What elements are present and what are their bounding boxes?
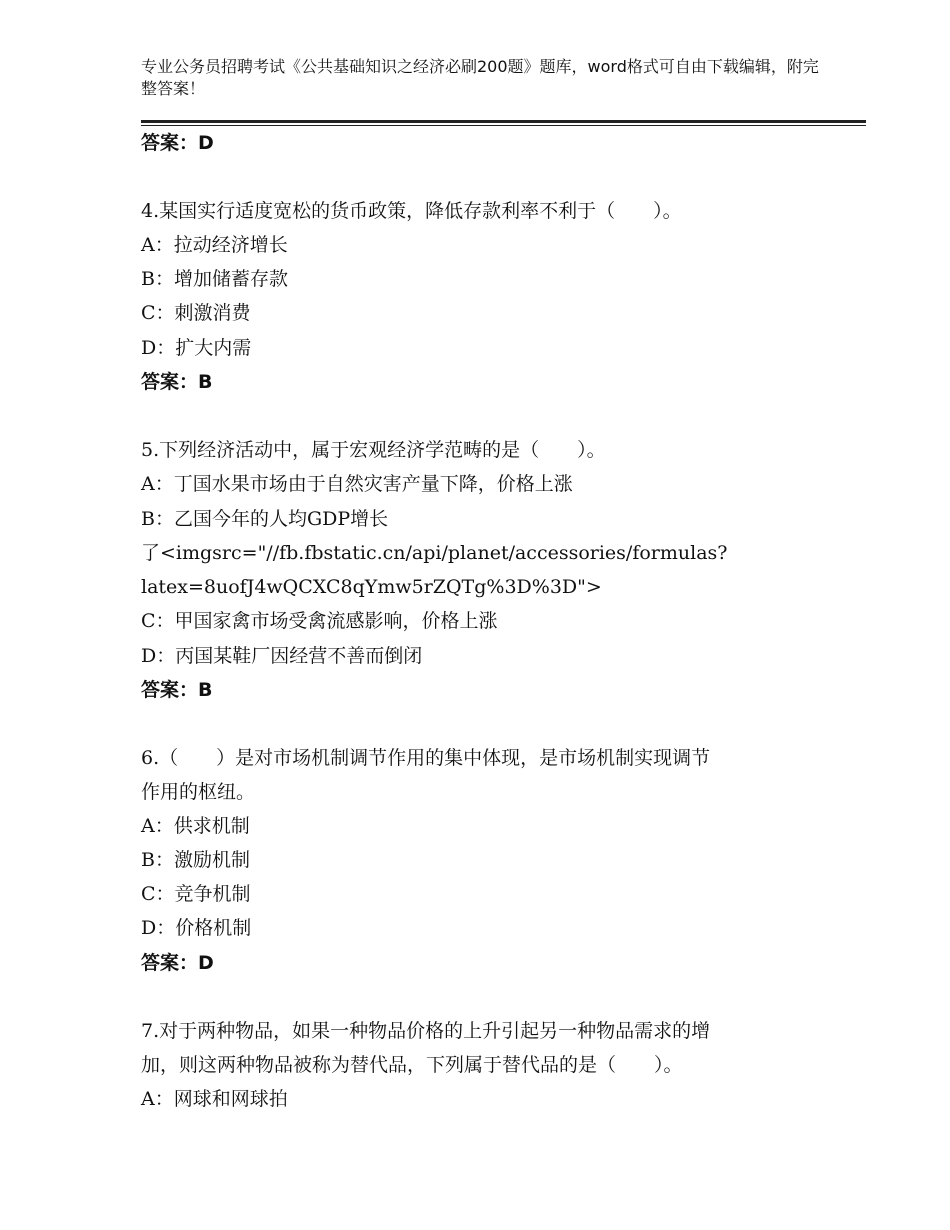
answer-q4: 答案：B [141, 371, 213, 393]
question-6-stem-line-2: 作用的枢纽。 [141, 781, 256, 803]
document-header: 专业公务员招聘考试《公共基础知识之经济必刷200题》题库，word格式可自由下载编辑，附完整答案！ [141, 57, 819, 98]
question-7-option-a: A：网球和网球拍 [141, 1088, 288, 1110]
header-rule-thin [141, 125, 866, 126]
question-7-stem-line-1: 7.对于两种物品，如果一种物品价格的上升引起另一种物品需求的增 [141, 1020, 711, 1042]
question-6-option-a: A：供求机制 [141, 815, 250, 837]
question-4-stem: 4.某国实行适度宽松的货币政策，降低存款利率不利于（ ）。 [141, 200, 682, 222]
question-7-stem-line-2: 加，则这两种物品被称为替代品，下列属于替代品的是（ ）。 [141, 1054, 683, 1076]
answer-q6: 答案：D [141, 952, 214, 974]
question-5-option-b-cont-1: 了<imgsrc="//fb.fbstatic.cn/api/planet/accessories/formulas? [141, 542, 728, 564]
header-rule-thick [141, 120, 866, 123]
question-6-option-d: D：价格机制 [141, 917, 252, 939]
question-4-option-c: C：刺激消费 [141, 302, 251, 324]
question-4-option-d: D：扩大内需 [141, 337, 252, 359]
question-5-option-b: B：乙国今年的人均GDP增长 [141, 508, 389, 530]
question-4-option-a: A：拉动经济增长 [141, 234, 288, 256]
question-5-option-d: D：丙国某鞋厂因经营不善而倒闭 [141, 645, 423, 667]
question-5-option-c: C：甲国家禽市场受禽流感影响，价格上涨 [141, 610, 498, 632]
answer-q5: 答案：B [141, 679, 213, 701]
question-6-option-c: C：竞争机制 [141, 883, 251, 905]
question-5-option-a: A：丁国水果市场由于自然灾害产量下降，价格上涨 [141, 473, 573, 495]
question-4-option-b: B：增加储蓄存款 [141, 268, 288, 290]
answer-q3: 答案：D [141, 132, 214, 154]
question-5-option-b-cont-2: latex=8uofJ4wQCXC8qYmw5rZQTg%3D%3D"> [141, 576, 602, 598]
question-6-option-b: B：激励机制 [141, 849, 250, 871]
question-5-stem: 5.下列经济活动中，属于宏观经济学范畴的是（ ）。 [141, 439, 606, 461]
question-6-stem-line-1: 6.（ ）是对市场机制调节作用的集中体现，是市场机制实现调节 [141, 747, 711, 769]
